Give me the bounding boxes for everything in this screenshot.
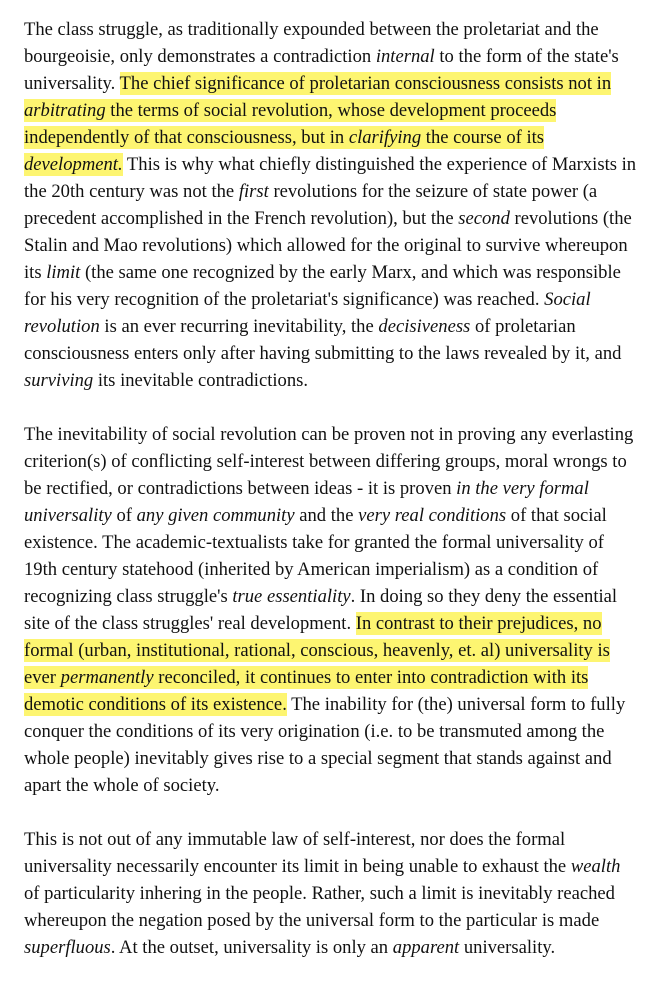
highlighted-emphasis: arbitrating (24, 100, 106, 121)
text-segment: is an ever recurring inevitability, the (99, 316, 379, 337)
emphasis: apparent (392, 937, 460, 958)
highlighted-text: the course of its (421, 127, 545, 148)
paragraph-3 (24, 826, 638, 961)
emphasis: superfluous (24, 937, 111, 958)
highlighted-text: The chief significance of proletarian consciousness consists not in (119, 73, 612, 94)
text-segment: universality. (459, 937, 556, 958)
highlighted-text: reconciled, it continues to enter into contradiction with its demotic conditions of its existence. (24, 667, 589, 715)
emphasis: Social revolution (24, 289, 591, 337)
emphasis: surviving (24, 370, 94, 391)
text-segment: of proletarian consciousness enters only after having submitting to the laws revealed by it, and (24, 316, 622, 364)
text-segment: and the (294, 505, 359, 526)
highlighted-text: In contrast to their prejudices, no formal (urban, institutional, rational, conscious, heavenly, et. al) universality is ever (24, 613, 610, 688)
text-segment: to the form of the state's universality. (24, 46, 619, 94)
text-segment: of particularity inhering in the people. Rather, such a limit is inevitably reached whereupon the negation posed by the universal form to the particular is made (24, 883, 615, 931)
emphasis: first (238, 181, 269, 202)
text-segment: The class struggle, as traditionally expounded between the proletariat and the bourgeoisie, only demonstrates a contradiction (24, 19, 599, 67)
emphasis: any given community (136, 505, 295, 526)
text-segment: (the same one recognized by the early Marx, and which was responsible for his very recognition of the proletariat's significance) was reached. (24, 262, 621, 310)
text-segment: . At the outset, universality is only an (110, 937, 393, 958)
text-segment: revolutions for the seizure of state power (a precedent accomplished in the French revolution), but the (24, 181, 598, 229)
paragraph-1 (24, 16, 638, 394)
highlighted-emphasis: permanently (60, 667, 154, 688)
text-segment: This is why what chiefly distinguished the experience of Marxists in the 20th century was not the (24, 154, 637, 202)
text-segment: of (111, 505, 137, 526)
emphasis: decisiveness (378, 316, 471, 337)
highlighted-emphasis: clarifying (348, 127, 422, 148)
emphasis: in the very formal universality (24, 478, 589, 526)
emphasis: true essentiality (232, 586, 351, 607)
text-segment: The inevitability of social revolution can be proven not in proving any everlasting criterion(s) of conflicting self-interest between differing groups, moral wrongs to be rectified, or contradictions between ideas - it is proven (24, 424, 634, 499)
text-segment: . In doing so they deny the essential site of the class struggles' real development. (24, 586, 618, 634)
emphasis: wealth (570, 856, 621, 877)
text-segment: This is not out of any immutable law of self-interest, nor does the formal universality necessarily encounter its limit in being unable to exhaust the (24, 829, 571, 877)
emphasis: internal (375, 46, 435, 67)
emphasis: second (458, 208, 510, 229)
highlighted-text: the terms of social revolution, whose development proceeds independently of that consciousness, but in (24, 100, 557, 148)
text-segment: The inability for (the) universal form to fully conquer the conditions of its very origination (i.e. to be transmuted among the whole people) inevitably gives rise to a special segment that stands against and apart the whole of society. (24, 694, 626, 796)
paragraph-2 (24, 421, 638, 799)
emphasis: limit (46, 262, 81, 283)
text-segment: of that social existence. The academic-textualists take for granted the formal universality of 19th century statehood (inherited by American imperialism) as a condition of recognizing class struggle's (24, 505, 607, 607)
highlighted-emphasis: development. (24, 154, 123, 175)
emphasis: very real conditions (358, 505, 507, 526)
text-segment: its inevitable contradictions. (93, 370, 309, 391)
text-segment: revolutions (the Stalin and Mao revolutions) which allowed for the original to survive whereupon its (24, 208, 632, 283)
